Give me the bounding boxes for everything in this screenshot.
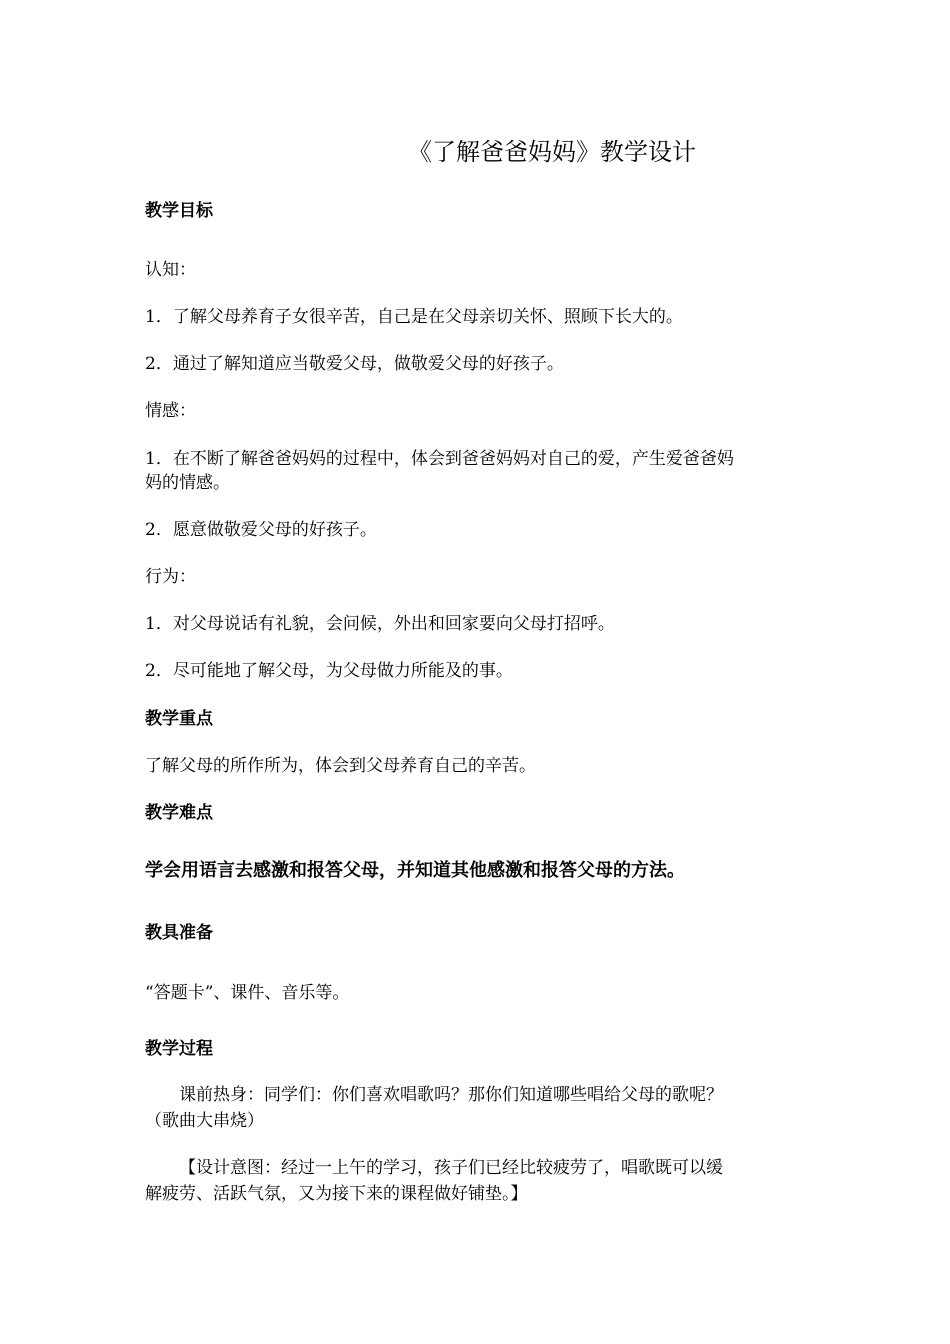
label-behavior: 行为：	[145, 567, 196, 587]
materials-text: “答题卡”、课件、音乐等。	[145, 983, 350, 1003]
key-points-text: 了解父母的所作所为，体会到父母养育自己的辛苦。	[145, 756, 536, 776]
heading-difficulties: 教学难点	[145, 803, 213, 823]
label-emotion: 情感：	[145, 401, 196, 421]
warmup-line-2: （歌曲大串烧）	[145, 1111, 264, 1131]
label-cognition: 认知：	[145, 260, 196, 280]
design-intent-line-2: 解疲劳、活跃气氛，又为接下来的课程做好铺垫。】	[145, 1184, 528, 1204]
heading-materials: 教具准备	[145, 923, 213, 943]
emotion-item-1-line-1: 1．在不断了解爸爸妈妈的过程中，体会到爸爸妈妈对自己的爱，产生爱爸爸妈	[145, 449, 734, 469]
document-title: 《了解爸爸妈妈》教学设计	[408, 138, 696, 166]
cognition-item-1: 1．了解父母养育子女很辛苦，自己是在父母亲切关怀、照顾下长大的。	[145, 307, 683, 327]
emotion-item-2: 2．愿意做敬爱父母的好孩子。	[145, 520, 377, 540]
heading-key-points: 教学重点	[145, 709, 213, 729]
behavior-item-1: 1．对父母说话有礼貌，会问候，外出和回家要向父母打招呼。	[145, 614, 615, 634]
behavior-item-2: 2．尽可能地了解父母，为父母做力所能及的事。	[145, 661, 513, 681]
cognition-item-2: 2．通过了解知道应当敬爱父母，做敬爱父母的好孩子。	[145, 354, 564, 374]
warmup-line-1: 课前热身：同学们：你们喜欢唱歌吗？那你们知道哪些唱给父母的歌呢？	[179, 1085, 723, 1105]
difficulties-text: 学会用语言去感激和报答父母，并知道其他感激和报答父母的方法。	[145, 860, 685, 881]
emotion-item-1-line-2: 妈的情感。	[145, 473, 230, 493]
design-intent-line-1: 【设计意图：经过一上午的学习，孩子们已经比较疲劳了，唱歌既可以缓	[179, 1158, 723, 1178]
heading-teaching-goals: 教学目标	[145, 201, 213, 221]
heading-process: 教学过程	[145, 1039, 213, 1059]
